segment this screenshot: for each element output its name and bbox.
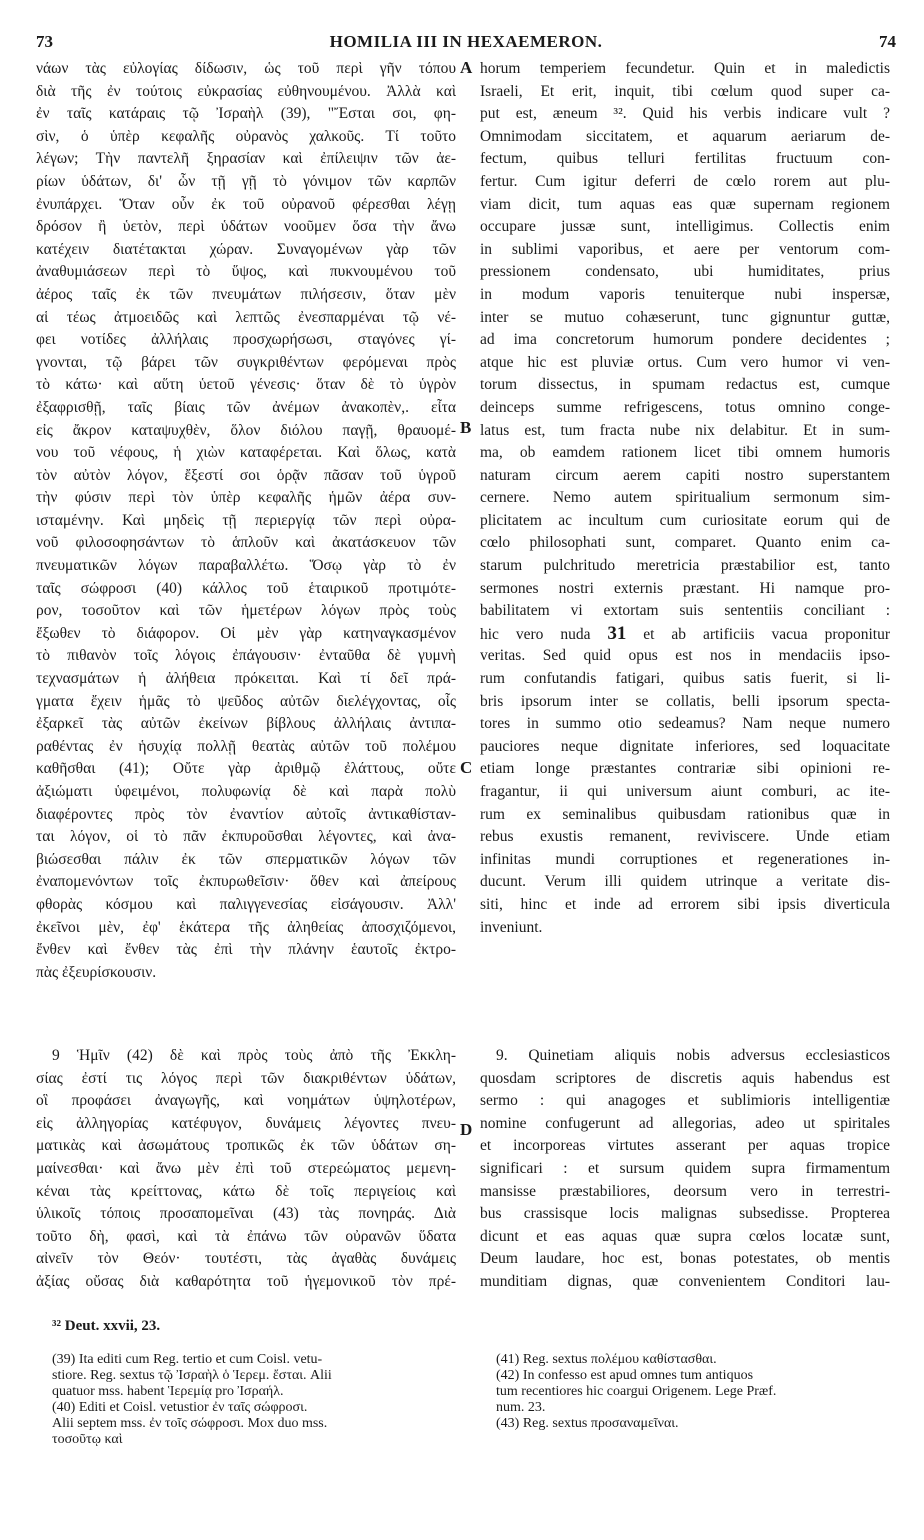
latin-line: babilitatem vi extortam suis sententiis conciliant : xyxy=(480,602,890,620)
latin-line: infinitas mundi corruptiones et regenerationes in- xyxy=(480,850,890,868)
running-header xyxy=(36,32,896,56)
latin-line xyxy=(480,623,890,646)
greek-line: φθορὰς κόσμου καὶ παλιγγενεσίας εἰσάγουσιν. Ἀλλ' xyxy=(36,895,456,913)
footnotes-right xyxy=(496,1352,888,1432)
latin-line: fertur. Cum igitur deferri de cœlo rorem aut plu- xyxy=(480,172,890,190)
greek-line: ματικὰς καὶ ἀσωμάτους τροπικῶς ἐκ τῶν ὑδάτων ση- xyxy=(36,1137,456,1155)
latin-section-9 xyxy=(480,1045,890,1294)
latin-line-text: et ab artificiis vacua proponitur xyxy=(626,625,890,643)
running-title: HOMILIA III IN HEXAEMERON. xyxy=(329,32,603,51)
latin-line: Deum laudare, hoc est, bonas potestates, ob mentis xyxy=(480,1250,890,1268)
greek-line: κέναι τὰς κρείττονας, κάτω δὲ τοῖς περιγείοις καὶ xyxy=(36,1182,456,1200)
latin-line: fragantur, ii qui universum aiunt comburi, ac ite- xyxy=(480,783,890,800)
latin-line: bus crassisque locis malignas subsedisse. Propterea xyxy=(480,1205,890,1223)
latin-line: ad ima concretorum humorum pondere decidentes ; xyxy=(480,331,890,349)
latin-line: sermones nostri externis præstant. Hi namque pro- xyxy=(480,579,890,597)
latin-line: siti, hinc et inde ad errorem sibi ipsis diverticula xyxy=(480,895,890,913)
footnote-line: stiore. Reg. sextus τῷ Ἰσραὴλ ὁ Ἱερεμ. ἔσται. Alii xyxy=(52,1368,332,1383)
margin-marker-b: B xyxy=(460,418,472,437)
greek-line: ἀέρος ταῖς ἐκ τῶν πνευμάτων πιλήσεσιν, ὅταν μὲν xyxy=(36,285,456,303)
latin-line: cœlo philosophati sunt, comparet. Quanto enim ca- xyxy=(480,534,890,552)
latin-line: in modum vaporis tenuiterque nubi inspersæ, xyxy=(480,285,890,303)
latin-line: latus est, tum fracta nube nix delabitur. Et in sum- xyxy=(480,421,890,439)
latin-line: deinceps summe refrigescens, totus omnino conge- xyxy=(480,398,890,416)
latin-line: horum temperiem fecundetur. Quin et in maledictis xyxy=(480,60,890,77)
greek-line: ἀξιώματι ὑφειμένοι, πολυφωνίᾳ δὲ καὶ παρὰ πολὺ xyxy=(36,783,456,800)
greek-line: τὸ πιθανὸν τοῖς λόγοις ἐπάγουσιν· ἐνταῦθα δὲ γυμνὴ xyxy=(36,647,456,665)
latin-line: inveniunt. xyxy=(480,918,543,936)
latin-line: fectum, quibus telluri fertilitas fructuum con- xyxy=(480,150,890,168)
greek-line: νοῦ φιλοσοφησάντων τὸ ἁπλοῦν καὶ ἀκατάσκευον τῶν xyxy=(36,534,456,552)
latin-line: et incorporeas virtutes asserant per aquas tropice xyxy=(480,1137,890,1155)
greek-line: γματα ἔχειν ἡμᾶς τὸ ψεῦδος αὐτῶν διελέγχοντας, οἷς xyxy=(36,692,456,710)
greek-line: φει νοτίδες ἀλλήλαις προσχωρήσωσι, σταγόνες γί- xyxy=(36,331,456,349)
greek-line: κατέχειν διατέτακται χώραν. Συναγομένων γὰρ τῶν xyxy=(36,240,456,258)
latin-line: nomine confugerunt ad allegorias, adeo ut spiritales xyxy=(480,1114,890,1132)
greek-line: γνονται, τῷ βάρει τῶν συγκριθέντων φερόμεναι πρὸς xyxy=(36,353,456,371)
greek-line: ταῖς σώφροσι (40) κάλλος τοῦ ἑταιρικοῦ προτιμότε- xyxy=(36,579,456,597)
greek-line: ἐξαφρισθῇ, ταῖς βίαις τῶν ἀνέμων ἀνακοπὲν,. εἶτα xyxy=(36,398,456,416)
greek-line: ρον, τοσοῦτον καὶ τῶν ἡμετέρων λόγων πρὸς τοὺς xyxy=(36,602,456,620)
latin-line: pressionem condensato, ubi humiditates, prius xyxy=(480,263,890,281)
greek-column xyxy=(36,58,456,984)
page-number-right: 74 xyxy=(879,32,896,51)
latin-line: occupare jussæ sunt, intelligimus. Collectis enim xyxy=(480,218,890,236)
greek-line: ἐξαρκεῖ τὰς αὐτῶν ἐκείνων βίβλους ἀλλήλαις ἀντιπα- xyxy=(36,715,456,733)
latin-line: in sublimi vaporibus, et aere per ventorum com- xyxy=(480,240,890,258)
latin-line: viam dicit, tum aquas eas quæ supernam regionem xyxy=(480,195,890,213)
latin-line: veritas. Sed quid opus est nos in mendaciis ipso- xyxy=(480,647,890,665)
latin-line: sermo : qui anagoges et sublimioris intelligentiæ xyxy=(480,1092,890,1110)
greek-line: ἐν ταῖς κατάραις τῷ Ἰσραὴλ (39), "Ἔσται σοι, φη- xyxy=(36,105,456,123)
footnote-line: tum recentiores hic coargui Origenem. Lege Præf. xyxy=(496,1384,777,1399)
footnote-line: τοσοῦτῳ καὶ xyxy=(52,1432,123,1447)
latin-line: 9. Quinetiam aliquis nobis adversus ecclesiasticos xyxy=(496,1047,890,1064)
margin-marker-c: C xyxy=(460,758,473,777)
latin-line: dicunt et eas aquas quæ supra cœlos locatæ sunt, xyxy=(480,1227,890,1245)
latin-line: ducunt. Verum illi quidem utrinque a veritate dis- xyxy=(480,873,890,891)
page-number-left: 73 xyxy=(36,32,53,51)
greek-line: λέγων; Τὴν παντελῆ ξηρασίαν καὶ ἐπίλειψιν τῶν ἀε- xyxy=(36,150,456,168)
latin-line: Omnimodam siccitatem, et aquarum aeriarum de- xyxy=(480,127,890,145)
latin-line: torum dissectus, in spumam redactus est, cumque xyxy=(480,376,890,394)
footnote-line: num. 23. xyxy=(496,1400,546,1415)
latin-line-text: hic vero nuda xyxy=(480,625,608,643)
greek-line: ἀναθυμιάσεων περὶ τὸ ὕψος, καὶ πυκνουμένου τοῦ xyxy=(36,263,456,281)
greek-line: ἔνθεν καὶ ἔνθεν τὰς ἐπὶ τὴν πλάνην ἑαυτοῖς ἐκτρο- xyxy=(36,941,456,959)
greek-line: τὸ κάτω· καὶ αὕτη ὑετοῦ γένεσις· ὅταν δὲ τὸ ὑγρὸν xyxy=(36,376,456,394)
latin-line: rum ex seminalibus quibusdam rationibus quæ in xyxy=(480,805,890,823)
greek-line: ρίων ὑδάτων, δι' ὧν τῇ γῇ τὸ γόνιμον τῶν καρπῶν xyxy=(36,172,456,190)
latin-line: ma, ob eamdem rationem licet tibi omnem humoris xyxy=(480,444,890,462)
latin-line: atque hic est pluviæ ortus. Cum vero humor vi ven- xyxy=(480,353,890,371)
latin-line: etiam longe præstantes contrariæ sibi opinioni re- xyxy=(480,760,890,778)
greek-line: βιώσεσθαι πάλιν ἐκ τῶν σπερματικῶν λόγων τῶν xyxy=(36,850,456,868)
greek-line: ται λόγον, οἱ τὸ πᾶν ἐκπυροῦσθαι λέγοντες, καὶ ἀνα- xyxy=(36,828,456,846)
greek-section-9 xyxy=(36,1045,456,1294)
latin-line: munditiam dignas, quæ convenientem Conditori lau- xyxy=(480,1272,890,1290)
greek-line: δρόσον ἢ ὑετὸν, περὶ ὑδάτων νοοῦμεν ὅσα τὴν ἄνω xyxy=(36,218,456,236)
footnote-line: (39) Ita editi cum Reg. tertio et cum Coisl. vetu- xyxy=(52,1352,323,1367)
latin-line: tores in summo otio sedeamus? Nam neque numero xyxy=(480,715,890,733)
greek-line: ἐναπομενόντων τοῖς ἐκπυρωθεῖσιν· ὅθεν καὶ ἀπείρους xyxy=(36,873,456,891)
footnote-line: quatuor mss. habent Ἱερεμίᾳ pro Ἰσραήλ. xyxy=(52,1384,284,1399)
footnote-line: (43) Reg. sextus προσαναμεῖναι. xyxy=(496,1416,679,1431)
greek-line: 9 Ἡμῖν (42) δὲ καὶ πρὸς τοὺς ἀπὸ τῆς Ἐκκλη- xyxy=(52,1047,456,1064)
greek-line: νάων τὰς εὐλογίας δίδωσιν, ὡς τοῦ περὶ γῆν τόπου xyxy=(36,60,456,77)
column-number-marker: 31 xyxy=(607,622,627,644)
greek-line: εἰς ἀλληγορίας κατέφυγον, δυνάμεις λέγοντες πνευ- xyxy=(36,1114,456,1132)
greek-line: νου τοῦ νέφους, ἡ χιὼν καταφέρεται. Καὶ ὅλως, κατὰ xyxy=(36,444,456,462)
latin-line: cernere. Nemo autem spiritualium sermonum sim- xyxy=(480,489,890,507)
latin-column xyxy=(480,58,890,939)
greek-line: σὶν, ὁ ὑπὲρ κεφαλῆς οὐρανὸς χαλκοῦς. Τί τοῦτο xyxy=(36,127,456,145)
greek-line: εἰς ἄκρον καταψυχθὲν, ὅλον διόλου παγῇ, θραυομέ- xyxy=(36,421,456,439)
margin-marker-a: A xyxy=(460,58,473,77)
greek-line: καθῆσθαι (41); Οὔτε γὰρ ἀριθμῷ ἐλάττους, οὔτε xyxy=(36,760,456,778)
greek-line: τὸν αὐτὸν λόγον, ἔξεστί σοι ὁρᾷν πᾶσαν τοῦ ὑγροῦ xyxy=(36,466,456,484)
greek-line: πνευματικῶν λόγων παραβαλλέτω. Ὅσῳ γὰρ τὸ ἐν xyxy=(36,557,456,575)
greek-line: σίας ἐστί τις λόγος περὶ τῶν διακριθέντων ὑδάτων, xyxy=(36,1069,456,1087)
latin-line: bris ipsorum inter se collatis, belli ipsorum specta- xyxy=(480,692,890,710)
latin-line: naturam circum aerem capiti nostro superstantem xyxy=(480,466,890,484)
scripture-reference: ³² Deut. xxvii, 23. xyxy=(52,1318,161,1334)
latin-line: quosdam scriptores de discretis aquis habendus est xyxy=(480,1069,890,1087)
footnotes-left xyxy=(52,1352,464,1448)
latin-line: significari : et sursum quidem supra firmamentum xyxy=(480,1159,890,1177)
margin-marker-d: D xyxy=(460,1120,473,1139)
latin-line: starum pulchritudo meretricia præstabilior est, tanto xyxy=(480,557,890,575)
latin-line: pauciores neque dignitate inferiores, sed loquacitate xyxy=(480,737,890,755)
greek-line: ισταμένην. Καὶ μηδεὶς τῇ περιεργίᾳ τῶν περὶ οὐρα- xyxy=(36,511,456,529)
latin-line: plicitatem ac incultum cum curiositate eorum qui de xyxy=(480,511,890,529)
footnote-line: (41) Reg. sextus πολέμου καθίστασθαι. xyxy=(496,1352,717,1367)
greek-line: αἱ τέως ἀτμοειδῶς καὶ λεπτῶς ἐνεσπαρμέναι τῷ νέ- xyxy=(36,308,456,326)
greek-line: μαίνεσθαι· καὶ ἄνω μὲν ἐπὶ τοῦ στερεώματος μεμενη- xyxy=(36,1159,456,1177)
greek-line: ἐκεῖνοι μὲν, ἐφ' ἑκάτερα τῆς ἀληθείας ἀποσχιζόμενοι, xyxy=(36,918,456,936)
greek-line: τεχνασμάτων ἡ ἀλήθεια πρόκειται. Καὶ τί δεῖ πρά- xyxy=(36,670,456,688)
greek-line: ὑλικοῖς τόποις προσαπομεῖναι (43) τὰς πονηράς. Διὰ xyxy=(36,1205,456,1223)
greek-line: διὰ τῆς ἐν τούτοις εὐκρασίας εὐθηνουμένου. Ἀλλὰ καὶ xyxy=(36,82,456,100)
greek-line: ἔξωθεν τὸ διάφορον. Οἱ μὲν γὰρ κατηναγκασμένον xyxy=(36,624,456,642)
greek-line: αἰνεῖν τὸν Θεόν· τουτέστι, τὰς ἀγαθὰς δυνάμεις xyxy=(36,1250,456,1268)
greek-line: διαφέροντες πρὸς τὸν ἐναντίον αὐτοῖς ἀντικαθίσταν- xyxy=(36,805,456,823)
latin-line: mansisse præstabiliores, deorsum vero in terrestri- xyxy=(480,1182,890,1200)
latin-line: rum confutandis fatigari, quibus satis fuerit, si li- xyxy=(480,670,890,688)
greek-line: τὴν φύσιν περὶ τὸν ὑπὲρ κεφαλῆς ἡμῶν ἀέρα συν- xyxy=(36,489,456,507)
latin-line: inter se mutuo cohæserunt, tunc gignuntur guttæ, xyxy=(480,308,890,326)
greek-line: ἀξίας οὔσας διὰ καθαρότητα τοῦ ἡγεμονικοῦ τὸν πρέ- xyxy=(36,1272,456,1290)
greek-line: ἐνυπάρχει. Ὅταν οὖν ἐκ τοῦ οὐρανοῦ φέρεσθαι λέγῃ xyxy=(36,195,456,213)
latin-line: put est, æneum ³². Quid his verbis indicare vult ? xyxy=(480,105,890,123)
latin-line: Israeli, Et erit, inquit, tibi cœlum quod super ca- xyxy=(480,82,890,100)
footnote-line: (40) Editi et Coisl. vetustior ἐν ταῖς σώφροσι. xyxy=(52,1400,308,1415)
latin-line: rebus exustis remanent, reviviscere. Unde etiam xyxy=(480,828,890,846)
greek-line: τοῦτο δὴ, φασὶ, καὶ τὰ ἐπάνω τῶν οὐρανῶν ὕδατα xyxy=(36,1227,456,1245)
footnote-line: Alii septem mss. ἐν τοῖς σώφροσι. Mox duo mss. xyxy=(52,1416,328,1431)
greek-line: οἳ προφάσει ἀναγωγῆς, καὶ νοημάτων ὑψηλοτέρων, xyxy=(36,1092,456,1110)
greek-line: ραθέντας ἐν ἡσυχίᾳ πολλῇ θεατὰς αὐτῶν τοῦ πολέμου xyxy=(36,737,456,755)
footnote-line: (42) In confesso est apud omnes tum antiquos xyxy=(496,1368,754,1383)
greek-line: πὰς ἐξευρίσκουσιν. xyxy=(36,963,157,981)
